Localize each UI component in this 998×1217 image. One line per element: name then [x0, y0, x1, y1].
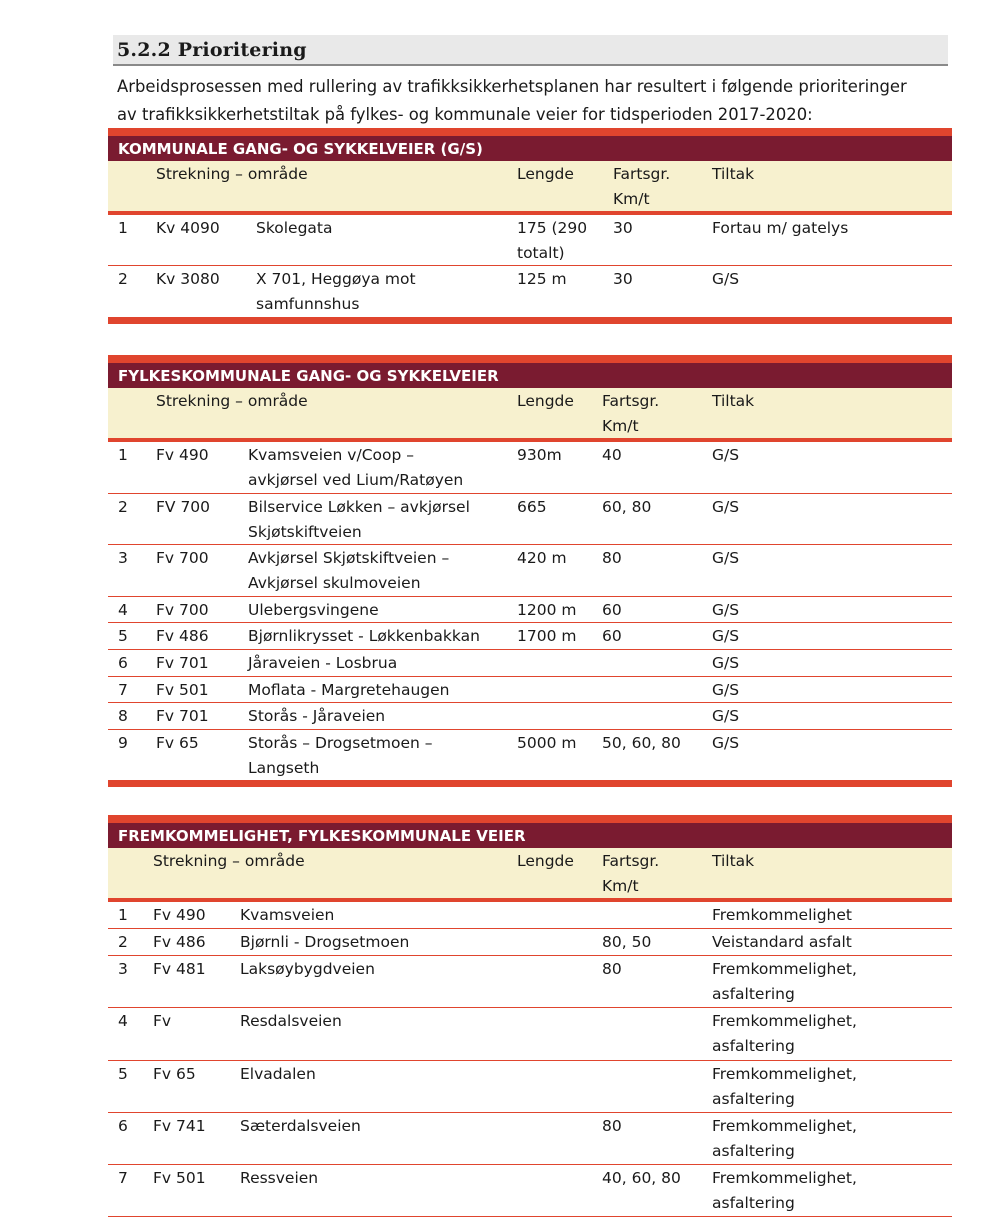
- column-divider: [248, 266, 249, 317]
- column-divider: [240, 677, 241, 702]
- table-row: [108, 902, 952, 929]
- table-row: [108, 677, 952, 703]
- cell-speed-limit: 80, 50: [602, 933, 652, 951]
- column-divider: [148, 703, 149, 729]
- header-road-number: Strekning – område: [153, 852, 305, 870]
- column-divider: [509, 929, 510, 955]
- column-divider: [145, 1165, 146, 1216]
- column-divider: [509, 1061, 510, 1112]
- column-divider: [704, 597, 705, 622]
- cell-measure: G/S: [712, 627, 740, 645]
- column-divider: [509, 1008, 510, 1060]
- cell-section-name: Bjørnlikrysset - Løkkenbakkan: [248, 627, 480, 645]
- table-header-row: [108, 388, 952, 442]
- cell-section-name: Elvadalen: [240, 1065, 316, 1083]
- column-divider: [240, 703, 241, 729]
- column-divider: [509, 650, 510, 676]
- column-divider: [509, 956, 510, 1007]
- cell-section-name: Kvamsveien: [240, 906, 335, 924]
- cell-road-number: Fv 65: [153, 1065, 196, 1083]
- cell-section-name: Storås - Jåraveien: [248, 707, 386, 725]
- cell-measure: Fremkommelighet, asfaltering: [712, 1117, 857, 1160]
- cell-road-number: Fv 700: [156, 549, 209, 567]
- column-divider: [704, 730, 705, 780]
- column-divider: [145, 1113, 146, 1164]
- cell-section-name: Sæterdalsveien: [240, 1117, 361, 1135]
- cell-section-name: Ulebergsvingene: [248, 601, 379, 619]
- intro-paragraph: [117, 73, 957, 129]
- column-divider: [605, 215, 606, 265]
- column-divider: [704, 677, 705, 702]
- header-speed-limit: Fartsgr. Km/t: [602, 392, 660, 435]
- table-row: [108, 442, 952, 494]
- cell-row-number: 2: [118, 933, 128, 951]
- cell-speed-limit: 40: [602, 446, 622, 464]
- header-speed-limit: Fartsgr. Km/t: [613, 165, 671, 208]
- column-divider: [594, 1061, 595, 1112]
- column-divider: [704, 902, 705, 928]
- cell-length: 5000 m: [517, 734, 577, 752]
- column-divider: [594, 730, 595, 780]
- cell-speed-limit: 60: [602, 627, 622, 645]
- table-top-band: [108, 128, 952, 136]
- column-divider: [704, 1008, 705, 1060]
- column-divider: [148, 442, 149, 493]
- cell-measure: Fremkommelighet, asfaltering: [712, 1169, 857, 1212]
- priority-table: [108, 128, 952, 324]
- column-divider: [148, 623, 149, 649]
- header-length: Lengde: [517, 852, 574, 870]
- cell-measure: G/S: [712, 707, 740, 725]
- table-row: [108, 215, 952, 266]
- header-length: Lengde: [517, 165, 574, 183]
- cell-measure: G/S: [712, 601, 740, 619]
- cell-section-name: Bjørnli - Drogsetmoen: [240, 933, 410, 951]
- cell-row-number: 6: [118, 1117, 128, 1135]
- table-title: KOMMUNALE GANG- OG SYKKELVEIER (G/S): [108, 136, 952, 161]
- cell-row-number: 6: [118, 654, 128, 672]
- header-speed-limit: Fartsgr. Km/t: [602, 852, 660, 895]
- table-row: [108, 1113, 952, 1165]
- column-divider: [240, 597, 241, 622]
- column-divider: [594, 597, 595, 622]
- column-divider: [240, 442, 241, 493]
- column-divider: [232, 902, 233, 928]
- cell-road-number: Fv 481: [153, 960, 206, 978]
- column-divider: [594, 677, 595, 702]
- cell-section-name: Laksøybygdveien: [240, 960, 375, 978]
- section-heading: 5.2.2 Prioritering: [113, 35, 948, 66]
- column-divider: [509, 215, 510, 265]
- cell-row-number: 4: [118, 601, 128, 619]
- cell-row-number: 7: [118, 1169, 128, 1187]
- cell-section-name: X 701, Heggøya mot samfunnshus: [256, 270, 416, 313]
- cell-measure: G/S: [712, 734, 740, 752]
- table-row: [108, 1061, 952, 1113]
- cell-row-number: 7: [118, 681, 128, 699]
- column-divider: [594, 1008, 595, 1060]
- column-divider: [509, 677, 510, 702]
- header-road-number: Strekning – område: [156, 165, 308, 183]
- intro-line-2: av trafikksikkerhetstiltak på fylkes- og kommunale veier for tidsperioden 2017-2020:: [117, 105, 813, 124]
- column-divider: [704, 929, 705, 955]
- column-divider: [704, 545, 705, 596]
- column-divider: [232, 956, 233, 1007]
- column-divider: [594, 623, 595, 649]
- cell-speed-limit: 30: [613, 219, 633, 237]
- column-divider: [232, 1165, 233, 1216]
- cell-road-number: Fv 501: [153, 1169, 206, 1187]
- column-divider: [704, 266, 705, 317]
- cell-speed-limit: 50, 60, 80: [602, 734, 681, 752]
- table-header-row: [108, 848, 952, 902]
- cell-section-name: Kvamsveien v/Coop – avkjørsel ved Lium/Ratøyen: [248, 446, 464, 489]
- cell-measure: G/S: [712, 498, 740, 516]
- cell-section-name: Skolegata: [256, 219, 333, 237]
- column-divider: [704, 494, 705, 544]
- cell-road-number: Fv 490: [153, 906, 206, 924]
- cell-speed-limit: 80: [602, 549, 622, 567]
- cell-road-number: FV 700: [156, 498, 211, 516]
- cell-road-number: Fv 490: [156, 446, 209, 464]
- cell-section-name: Ressveien: [240, 1169, 319, 1187]
- column-divider: [145, 1061, 146, 1112]
- column-divider: [145, 902, 146, 928]
- table-row: [108, 597, 952, 623]
- column-divider: [704, 1113, 705, 1164]
- cell-length: 1700 m: [517, 627, 577, 645]
- column-divider: [509, 1113, 510, 1164]
- cell-length: 125 m: [517, 270, 567, 288]
- cell-length: 175 (290 totalt): [517, 219, 588, 262]
- header-measure: Tiltak: [712, 852, 755, 870]
- cell-measure: G/S: [712, 681, 740, 699]
- column-divider: [594, 494, 595, 544]
- header-measure: Tiltak: [712, 392, 755, 410]
- column-divider: [248, 215, 249, 265]
- column-divider: [148, 597, 149, 622]
- table-row: [108, 929, 952, 956]
- column-divider: [509, 1165, 510, 1216]
- cell-measure: Fremkommelighet, asfaltering: [712, 1065, 857, 1108]
- column-divider: [240, 650, 241, 676]
- header-road-number: Strekning – område: [156, 392, 308, 410]
- table-row: [108, 266, 952, 324]
- column-divider: [704, 215, 705, 265]
- column-divider: [704, 956, 705, 1007]
- cell-measure: Fortau m/ gatelys: [712, 219, 849, 237]
- cell-measure: G/S: [712, 654, 740, 672]
- cell-road-number: Fv 486: [153, 933, 206, 951]
- column-divider: [594, 545, 595, 596]
- column-divider: [509, 703, 510, 729]
- column-divider: [594, 703, 595, 729]
- cell-measure: Fremkommelighet, asfaltering: [712, 960, 857, 1003]
- cell-row-number: 1: [118, 906, 128, 924]
- header-measure: Tiltak: [712, 165, 755, 183]
- cell-row-number: 2: [118, 498, 128, 516]
- cell-row-number: 2: [118, 270, 128, 288]
- cell-row-number: 3: [118, 960, 128, 978]
- column-divider: [148, 266, 149, 317]
- column-divider: [148, 677, 149, 702]
- cell-measure: Fremkommelighet, asfaltering: [712, 1012, 857, 1055]
- table-row: [108, 623, 952, 650]
- cell-row-number: 3: [118, 549, 128, 567]
- cell-speed-limit: 30: [613, 270, 633, 288]
- column-divider: [240, 545, 241, 596]
- table-row: [108, 650, 952, 677]
- column-divider: [509, 730, 510, 780]
- intro-line-1: Arbeidsprosessen med rullering av trafikksikkerhetsplanen har resultert i følgende prioriteringer: [117, 77, 907, 96]
- table-top-band: [108, 815, 952, 823]
- column-divider: [594, 1165, 595, 1216]
- column-divider: [704, 703, 705, 729]
- header-length: Lengde: [517, 392, 574, 410]
- column-divider: [148, 730, 149, 780]
- table-title: FYLKESKOMMUNALE GANG- OG SYKKELVEIER: [108, 363, 952, 388]
- column-divider: [509, 545, 510, 596]
- cell-measure: G/S: [712, 549, 740, 567]
- cell-measure: G/S: [712, 270, 740, 288]
- cell-section-name: Moflata - Margretehaugen: [248, 681, 450, 699]
- column-divider: [240, 494, 241, 544]
- cell-road-number: Fv 701: [156, 707, 209, 725]
- cell-road-number: Fv 701: [156, 654, 209, 672]
- column-divider: [704, 623, 705, 649]
- table-row: [108, 703, 952, 730]
- cell-section-name: Bilservice Løkken – avkjørsel Skjøtskiftveien: [248, 498, 470, 541]
- column-divider: [232, 1061, 233, 1112]
- cell-length: 420 m: [517, 549, 567, 567]
- table-row: [108, 494, 952, 545]
- column-divider: [232, 1113, 233, 1164]
- column-divider: [594, 1113, 595, 1164]
- column-divider: [509, 494, 510, 544]
- column-divider: [509, 902, 510, 928]
- cell-road-number: Fv 741: [153, 1117, 206, 1135]
- table-row: [108, 730, 952, 787]
- cell-measure: G/S: [712, 446, 740, 464]
- column-divider: [704, 650, 705, 676]
- cell-length: 930m: [517, 446, 562, 464]
- column-divider: [594, 956, 595, 1007]
- column-divider: [145, 929, 146, 955]
- column-divider: [240, 730, 241, 780]
- cell-road-number: Fv 65: [156, 734, 199, 752]
- cell-length: 665: [517, 498, 547, 516]
- column-divider: [509, 597, 510, 622]
- column-divider: [509, 266, 510, 317]
- table-row: [108, 1165, 952, 1217]
- cell-road-number: Fv 486: [156, 627, 209, 645]
- table-header-row: [108, 161, 952, 215]
- cell-row-number: 8: [118, 707, 128, 725]
- cell-section-name: Jåraveien - Losbrua: [248, 654, 398, 672]
- priority-table: [108, 815, 952, 1217]
- column-divider: [148, 650, 149, 676]
- cell-row-number: 5: [118, 627, 128, 645]
- column-divider: [232, 929, 233, 955]
- column-divider: [145, 1008, 146, 1060]
- cell-speed-limit: 60: [602, 601, 622, 619]
- column-divider: [148, 494, 149, 544]
- cell-road-number: Kv 4090: [156, 219, 220, 237]
- cell-section-name: Resdalsveien: [240, 1012, 342, 1030]
- table-title: FREMKOMMELIGHET, FYLKESKOMMUNALE VEIER: [108, 823, 952, 848]
- column-divider: [148, 215, 149, 265]
- column-divider: [594, 929, 595, 955]
- cell-road-number: Kv 3080: [156, 270, 220, 288]
- cell-row-number: 4: [118, 1012, 128, 1030]
- column-divider: [509, 442, 510, 493]
- cell-speed-limit: 80: [602, 960, 622, 978]
- cell-road-number: Fv 700: [156, 601, 209, 619]
- table-row: [108, 956, 952, 1008]
- table-row: [108, 1008, 952, 1061]
- cell-row-number: 9: [118, 734, 128, 752]
- column-divider: [509, 623, 510, 649]
- cell-row-number: 5: [118, 1065, 128, 1083]
- column-divider: [145, 956, 146, 1007]
- cell-row-number: 1: [118, 219, 128, 237]
- column-divider: [594, 442, 595, 493]
- column-divider: [594, 902, 595, 928]
- cell-section-name: Avkjørsel Skjøtskiftveien – Avkjørsel skulmoveien: [248, 549, 450, 592]
- column-divider: [605, 266, 606, 317]
- column-divider: [704, 442, 705, 493]
- priority-table: [108, 355, 952, 787]
- column-divider: [704, 1165, 705, 1216]
- cell-speed-limit: 40, 60, 80: [602, 1169, 681, 1187]
- cell-length: 1200 m: [517, 601, 577, 619]
- column-divider: [704, 1061, 705, 1112]
- cell-road-number: Fv: [153, 1012, 172, 1030]
- column-divider: [148, 545, 149, 596]
- column-divider: [240, 623, 241, 649]
- table-row: [108, 545, 952, 597]
- column-divider: [594, 650, 595, 676]
- cell-speed-limit: 80: [602, 1117, 622, 1135]
- cell-road-number: Fv 501: [156, 681, 209, 699]
- cell-measure: Fremkommelighet: [712, 906, 852, 924]
- column-divider: [232, 1008, 233, 1060]
- cell-row-number: 1: [118, 446, 128, 464]
- cell-speed-limit: 60, 80: [602, 498, 652, 516]
- cell-section-name: Storås – Drogsetmoen – Langseth: [248, 734, 433, 777]
- table-top-band: [108, 355, 952, 363]
- cell-measure: Veistandard asfalt: [712, 933, 852, 951]
